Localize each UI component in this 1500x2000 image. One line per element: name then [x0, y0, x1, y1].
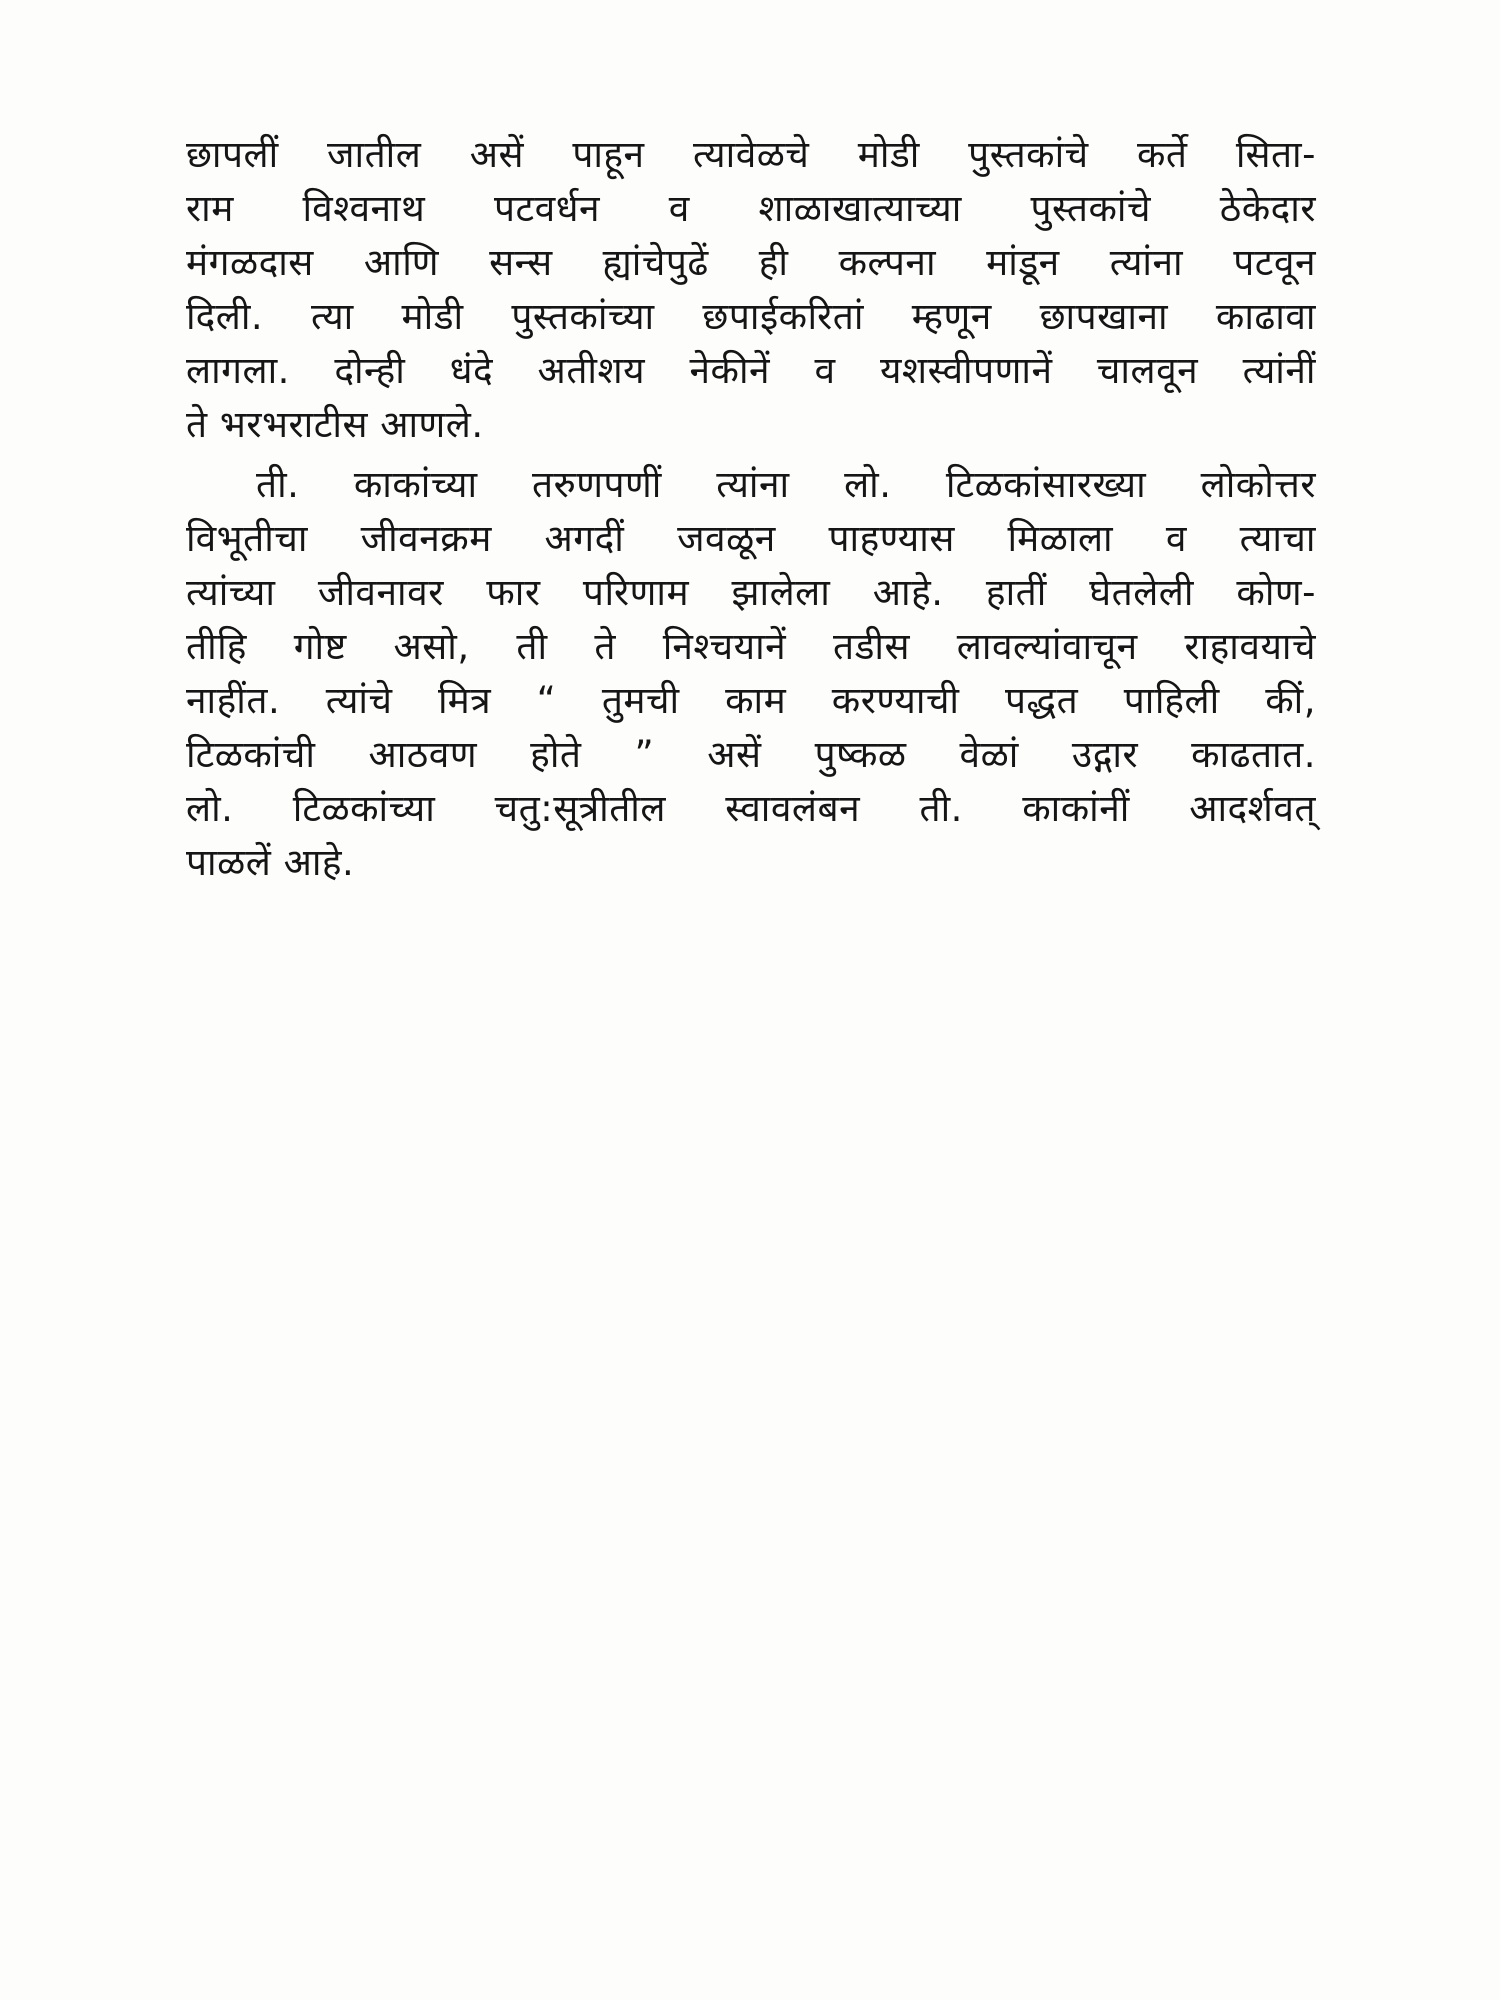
- text-line: मंगळदास आणि सन्स ह्यांचेपुढें ही कल्पना मांडून त्यांना पटवून: [186, 241, 1316, 284]
- text-line: नाहींत. त्यांचे मित्र “ तुमची काम करण्याची पद्धत पाहिली कीं,: [186, 679, 1316, 722]
- document-body: [186, 128, 1316, 890]
- text-line: ती. काकांच्या तरुणपणीं त्यांना लो. टिळकांसारख्या लोकोत्तर: [256, 463, 1316, 506]
- text-line: राम विश्वनाथ पटवर्धन व शाळाखात्याच्या पुस्तकांचे ठेकेदार: [186, 187, 1316, 230]
- paragraph-2: [186, 458, 1316, 890]
- text-line: पाळलें आहे.: [186, 841, 355, 884]
- text-line: त्यांच्या जीवनावर फार परिणाम झालेला आहे. हातीं घेतलेली कोण-: [186, 571, 1316, 614]
- text-line: लो. टिळकांच्या चतु:सूत्रीतील स्वावलंबन ती. काकांनीं आदर्शवत्: [186, 787, 1316, 830]
- text-line: तीहि गोष्ट असो, ती ते निश्चयानें तडीस लावल्यांवाचून राहावयाचे: [186, 625, 1316, 668]
- text-line: लागला. दोन्ही धंदे अतीशय नेकीनें व यशस्वीपणानें चालवून त्यांनीं: [186, 349, 1316, 392]
- text-line: ते भरभराटीस आणले.: [186, 403, 484, 446]
- text-line: विभूतीचा जीवनक्रम अगदीं जवळून पाहण्यास मिळाला व त्याचा: [186, 517, 1316, 560]
- paragraph-1: [186, 128, 1316, 452]
- text-line: छापलीं जातील असें पाहून त्यावेळचे मोडी पुस्तकांचे कर्ते सिता-: [186, 133, 1316, 176]
- text-line: दिली. त्या मोडी पुस्तकांच्या छपाईकरितां म्हणून छापखाना काढावा: [186, 295, 1316, 338]
- text-line: टिळकांची आठवण होते ” असें पुष्कळ वेळां उद्गार काढतात.: [186, 733, 1316, 776]
